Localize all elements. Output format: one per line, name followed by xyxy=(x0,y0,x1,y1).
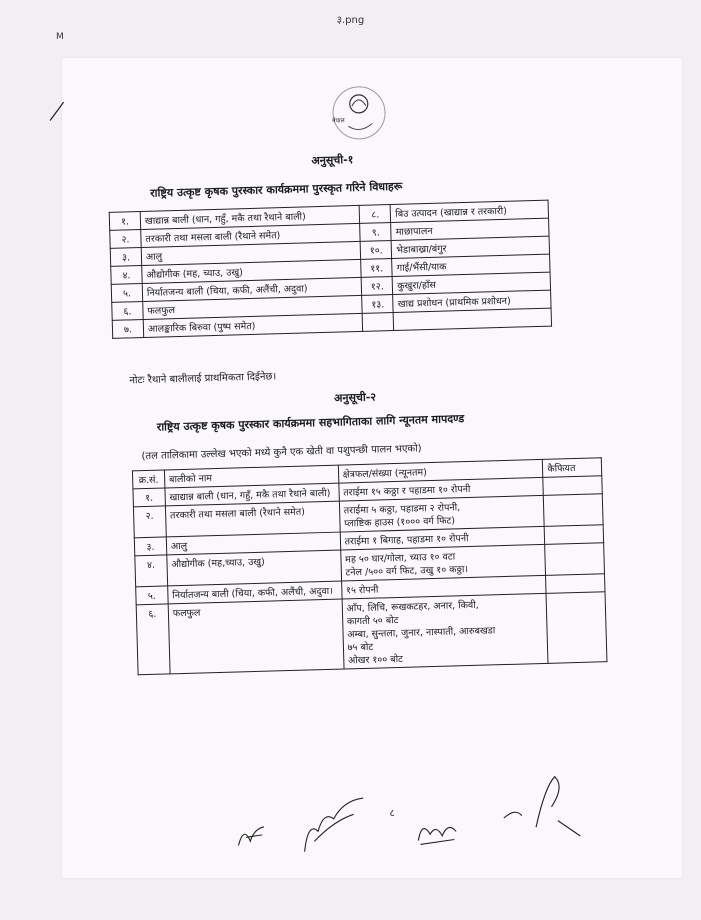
signature-2 xyxy=(293,790,375,862)
annex2-serial: ४. xyxy=(135,555,168,587)
annex2-serial: ६. xyxy=(136,604,170,675)
annex1-right-number: ८. xyxy=(360,205,391,224)
file-name-label: ३.png xyxy=(336,15,365,26)
annex2-area-line: तराईमा १ बिगाह, पहाडमा १० रोपनी xyxy=(344,532,469,548)
annex1-left-number: २. xyxy=(110,230,141,249)
annex2-area-line: मह ५० घार/गोला, च्याउ १० वटा xyxy=(345,551,456,566)
annex2-crop-name: तरकारी तथा मसला बाली (रैथाने समेत) xyxy=(165,501,340,537)
stamp-text: नेपाल xyxy=(332,117,345,125)
signature-1 xyxy=(234,821,275,852)
annex2-serial: ३. xyxy=(134,537,166,556)
signature-4 xyxy=(494,766,586,848)
annex1-right-category: गाई/भैंसी/याक xyxy=(392,254,550,276)
col-header-name: बालीको नाम xyxy=(164,465,338,488)
annex2-title: राष्ट्रिय उत्कृष्ट कृषक पुरस्कार कार्यक्रममा सहभागिताका लागि न्यूनतम मापदण्ड xyxy=(156,412,465,434)
annex2-crop-name: निर्यातजन्य बाली (चिया, कफी, अलैंची, अदुवा। xyxy=(168,581,342,604)
annex2-area-line: ओखर १०० बोट xyxy=(347,653,404,667)
annex1-right-category: खाद्य प्रशोधन (प्राथमिक प्रशोधन) xyxy=(393,290,551,312)
pen-stroke-mark xyxy=(48,100,69,123)
annex1-left-number: ६. xyxy=(112,302,143,321)
page-number: ८ xyxy=(389,808,395,820)
annex1-title: राष्ट्रिय उत्कृष्ट कृषक पुरस्कार कार्यक्रममा पुरस्कृत गरिने विधाहरू xyxy=(150,179,403,200)
annex1-heading: अनुसूची-१ xyxy=(311,153,354,168)
annex1-right-number: ९. xyxy=(360,223,391,242)
annex2-area-line: प्लाष्टिक हाउस (१००० वर्ग फिट) xyxy=(344,515,456,530)
annex2-area-line: कागती ५० बोट xyxy=(346,614,399,628)
annex1-right-category: बिउ उत्पादन (खाद्यान्न र तरकारी) xyxy=(391,200,549,222)
annex2-crop-name: खाद्यान्न बाली (धान, गहुँ, मकै तथा रैथाने बाली) xyxy=(165,483,339,506)
office-stamp xyxy=(327,81,391,145)
annex1-left-number: १. xyxy=(109,212,140,231)
annex1-right-number: १२. xyxy=(362,277,393,296)
signature-3 xyxy=(412,809,463,850)
annex2-area-cell xyxy=(342,593,549,669)
annex2-remarks-cell xyxy=(545,543,604,576)
annex1-right-category xyxy=(394,308,552,330)
annex2-heading: अनुसूची-२ xyxy=(333,390,377,405)
annex2-area-line: अम्बा, सुन्तला, जुनार, नास्पाती, आरुबखडा xyxy=(347,625,496,641)
annex2-area-line: तराईमा ५ कठ्ठा, पहाडमा २ रोपनी, xyxy=(343,502,461,517)
annex1-left-category: खाद्यान्न बाली (धान, गहुँ, मकै तथा रैथाने बाली) xyxy=(140,205,360,229)
annex1-left-number: ५. xyxy=(111,284,142,303)
corner-mark: M xyxy=(56,32,64,42)
annex1-note: नोटः रैथाने बालीलाई प्राथमिकता दिईनेछ। xyxy=(129,371,277,387)
annex2-area-line: तराईमा १५ कठ्ठा र पहाडमा १० रोपनी xyxy=(343,483,471,499)
col-header-area: क्षेत्रफल/संख्या (न्यूनतम) xyxy=(338,459,543,483)
annex1-right-category: कुखुरा/हाँस xyxy=(393,272,551,294)
annex2-serial: १. xyxy=(133,488,165,507)
annex1-left-number: ४. xyxy=(111,266,142,285)
annex1-left-category: निर्यातजन्य बाली (चिया, कफी, अलैंची, अदुवा) xyxy=(142,277,362,301)
annex2-row xyxy=(136,592,607,675)
annex2-remarks-cell xyxy=(546,592,607,664)
annex1-right-category: माछापालन xyxy=(391,218,549,240)
annex2-area-line: ७५ बोट xyxy=(347,641,374,654)
annex2-remarks-cell xyxy=(545,525,604,545)
annex1-right-category: भेडाबाख्रा/बंगुर xyxy=(392,236,550,258)
annex1-left-category: औद्योगीक (मह, च्याउ, उखु) xyxy=(142,259,362,283)
col-header-sn: क्र.सं. xyxy=(132,470,164,489)
annex1-left-number: ७. xyxy=(112,319,143,338)
annex2-area-line: १५ रोपनी xyxy=(345,584,379,597)
annex2-crop-name: औद्योगीक (मह,च्याउ, उखु) xyxy=(167,550,342,586)
annex1-left-category: आलङ्कारिक बिरुवा (पुष्प समेत) xyxy=(143,313,363,337)
annex2-area-line: टनेल /५०० वर्ग फिट, उखु १० कठ्ठा। xyxy=(345,564,469,579)
annex2-area-line: आँप, लिचि, रूखकटहर, अनार, किवी, xyxy=(346,599,479,615)
annex2-remarks-cell xyxy=(543,476,602,496)
annex1-table xyxy=(109,200,552,339)
col-header-remarks: कैफियत xyxy=(543,458,602,478)
annex1-left-category: फलफुल xyxy=(143,295,363,319)
annex2-crop-name: आलु xyxy=(166,532,340,555)
annex1-right-number: १०. xyxy=(361,241,392,260)
annex2-remarks-cell xyxy=(546,574,605,594)
annex1-left-category: तरकारी तथा मसला बाली (रैथाने समेत) xyxy=(141,223,361,247)
annex1-right-number: १३. xyxy=(362,295,393,314)
annex1-left-number: ३. xyxy=(110,248,141,267)
annex1-left-category: आलु xyxy=(141,241,361,265)
annex2-subtitle: (तल तालिकामा उल्लेख भएको मध्ये कुनै एक खेती वा पशुपन्छी पालन भएको) xyxy=(141,443,422,463)
annex2-crop-name: फलफुल xyxy=(168,599,344,674)
annex2-remarks-cell xyxy=(544,494,603,527)
annex1-right-number: ११. xyxy=(361,259,392,278)
annex2-table xyxy=(132,457,608,675)
annex1-right-number xyxy=(363,313,394,332)
annex2-serial: २. xyxy=(133,506,166,538)
annex2-serial: ५. xyxy=(136,586,168,605)
